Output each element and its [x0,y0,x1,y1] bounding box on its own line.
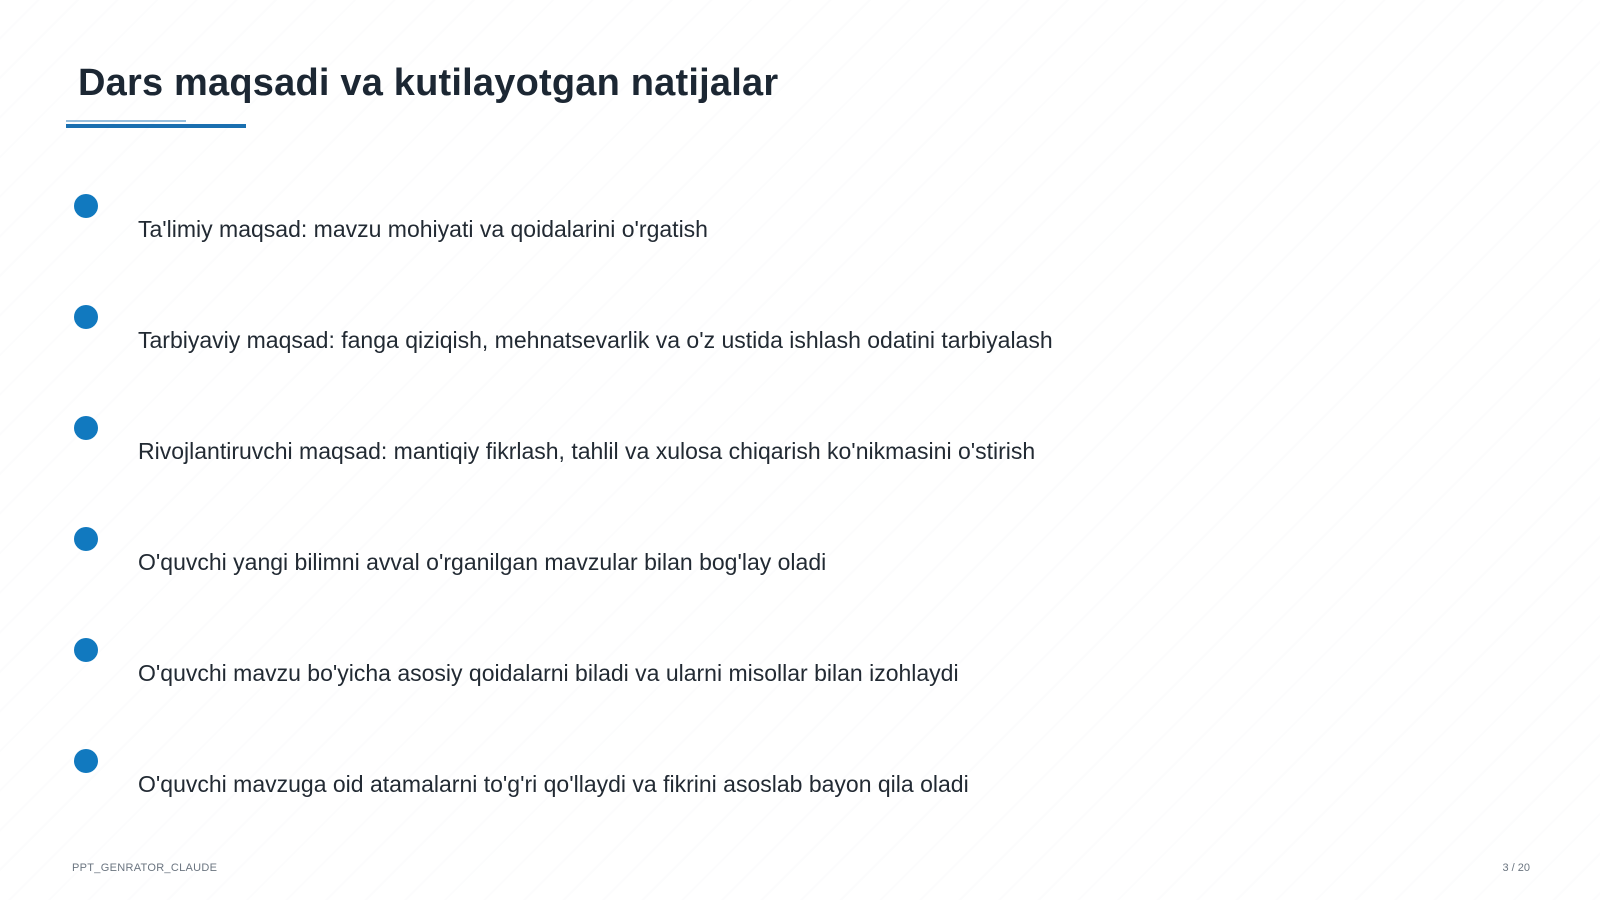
bullet-text: O'quvchi yangi bilimni avval o'rganilgan mavzular bilan bog'lay oladi [138,549,827,575]
bullet-dot-icon [74,416,98,440]
slide-title: Dars maqsadi va kutilayotgan natijalar [78,62,779,104]
bullet-text: O'quvchi mavzu bo'yicha asosiy qoidalarni biladi va ularni misollar bilan izohlaydi [138,660,959,686]
bullet-text: O'quvchi mavzuga oid atamalarni to'g'ri qo'llaydi va fikrini asoslab bayon qila oladi [138,771,969,797]
bullet-text: Ta'limiy maqsad: mavzu mohiyati va qoidalarini o'rgatish [138,216,708,242]
list-item [0,416,1400,496]
list-item [0,305,1400,385]
bullet-dot-icon [74,305,98,329]
list-item [0,638,1400,718]
page-indicator: 3 / 20 [1502,862,1530,874]
bullet-text: Rivojlantiruvchi maqsad: mantiqiy fikrlash, tahlil va xulosa chiqarish ko'nikmasini o'stirish [138,438,1036,464]
bullet-dot-icon [74,194,98,218]
title-underline-accent [66,120,186,122]
footer-generator-label: PPT_GENRATOR_CLAUDE [72,862,218,874]
list-item [0,527,1400,607]
bullet-dot-icon [74,527,98,551]
list-item [0,194,1400,274]
bullet-text: Tarbiyaviy maqsad: fanga qiziqish, mehnatsevarlik va o'z ustida ishlash odatini tarbiyalash [138,327,1053,353]
title-underline [66,124,246,128]
bullet-dot-icon [74,638,98,662]
bullet-dot-icon [74,749,98,773]
list-item [0,749,1400,829]
